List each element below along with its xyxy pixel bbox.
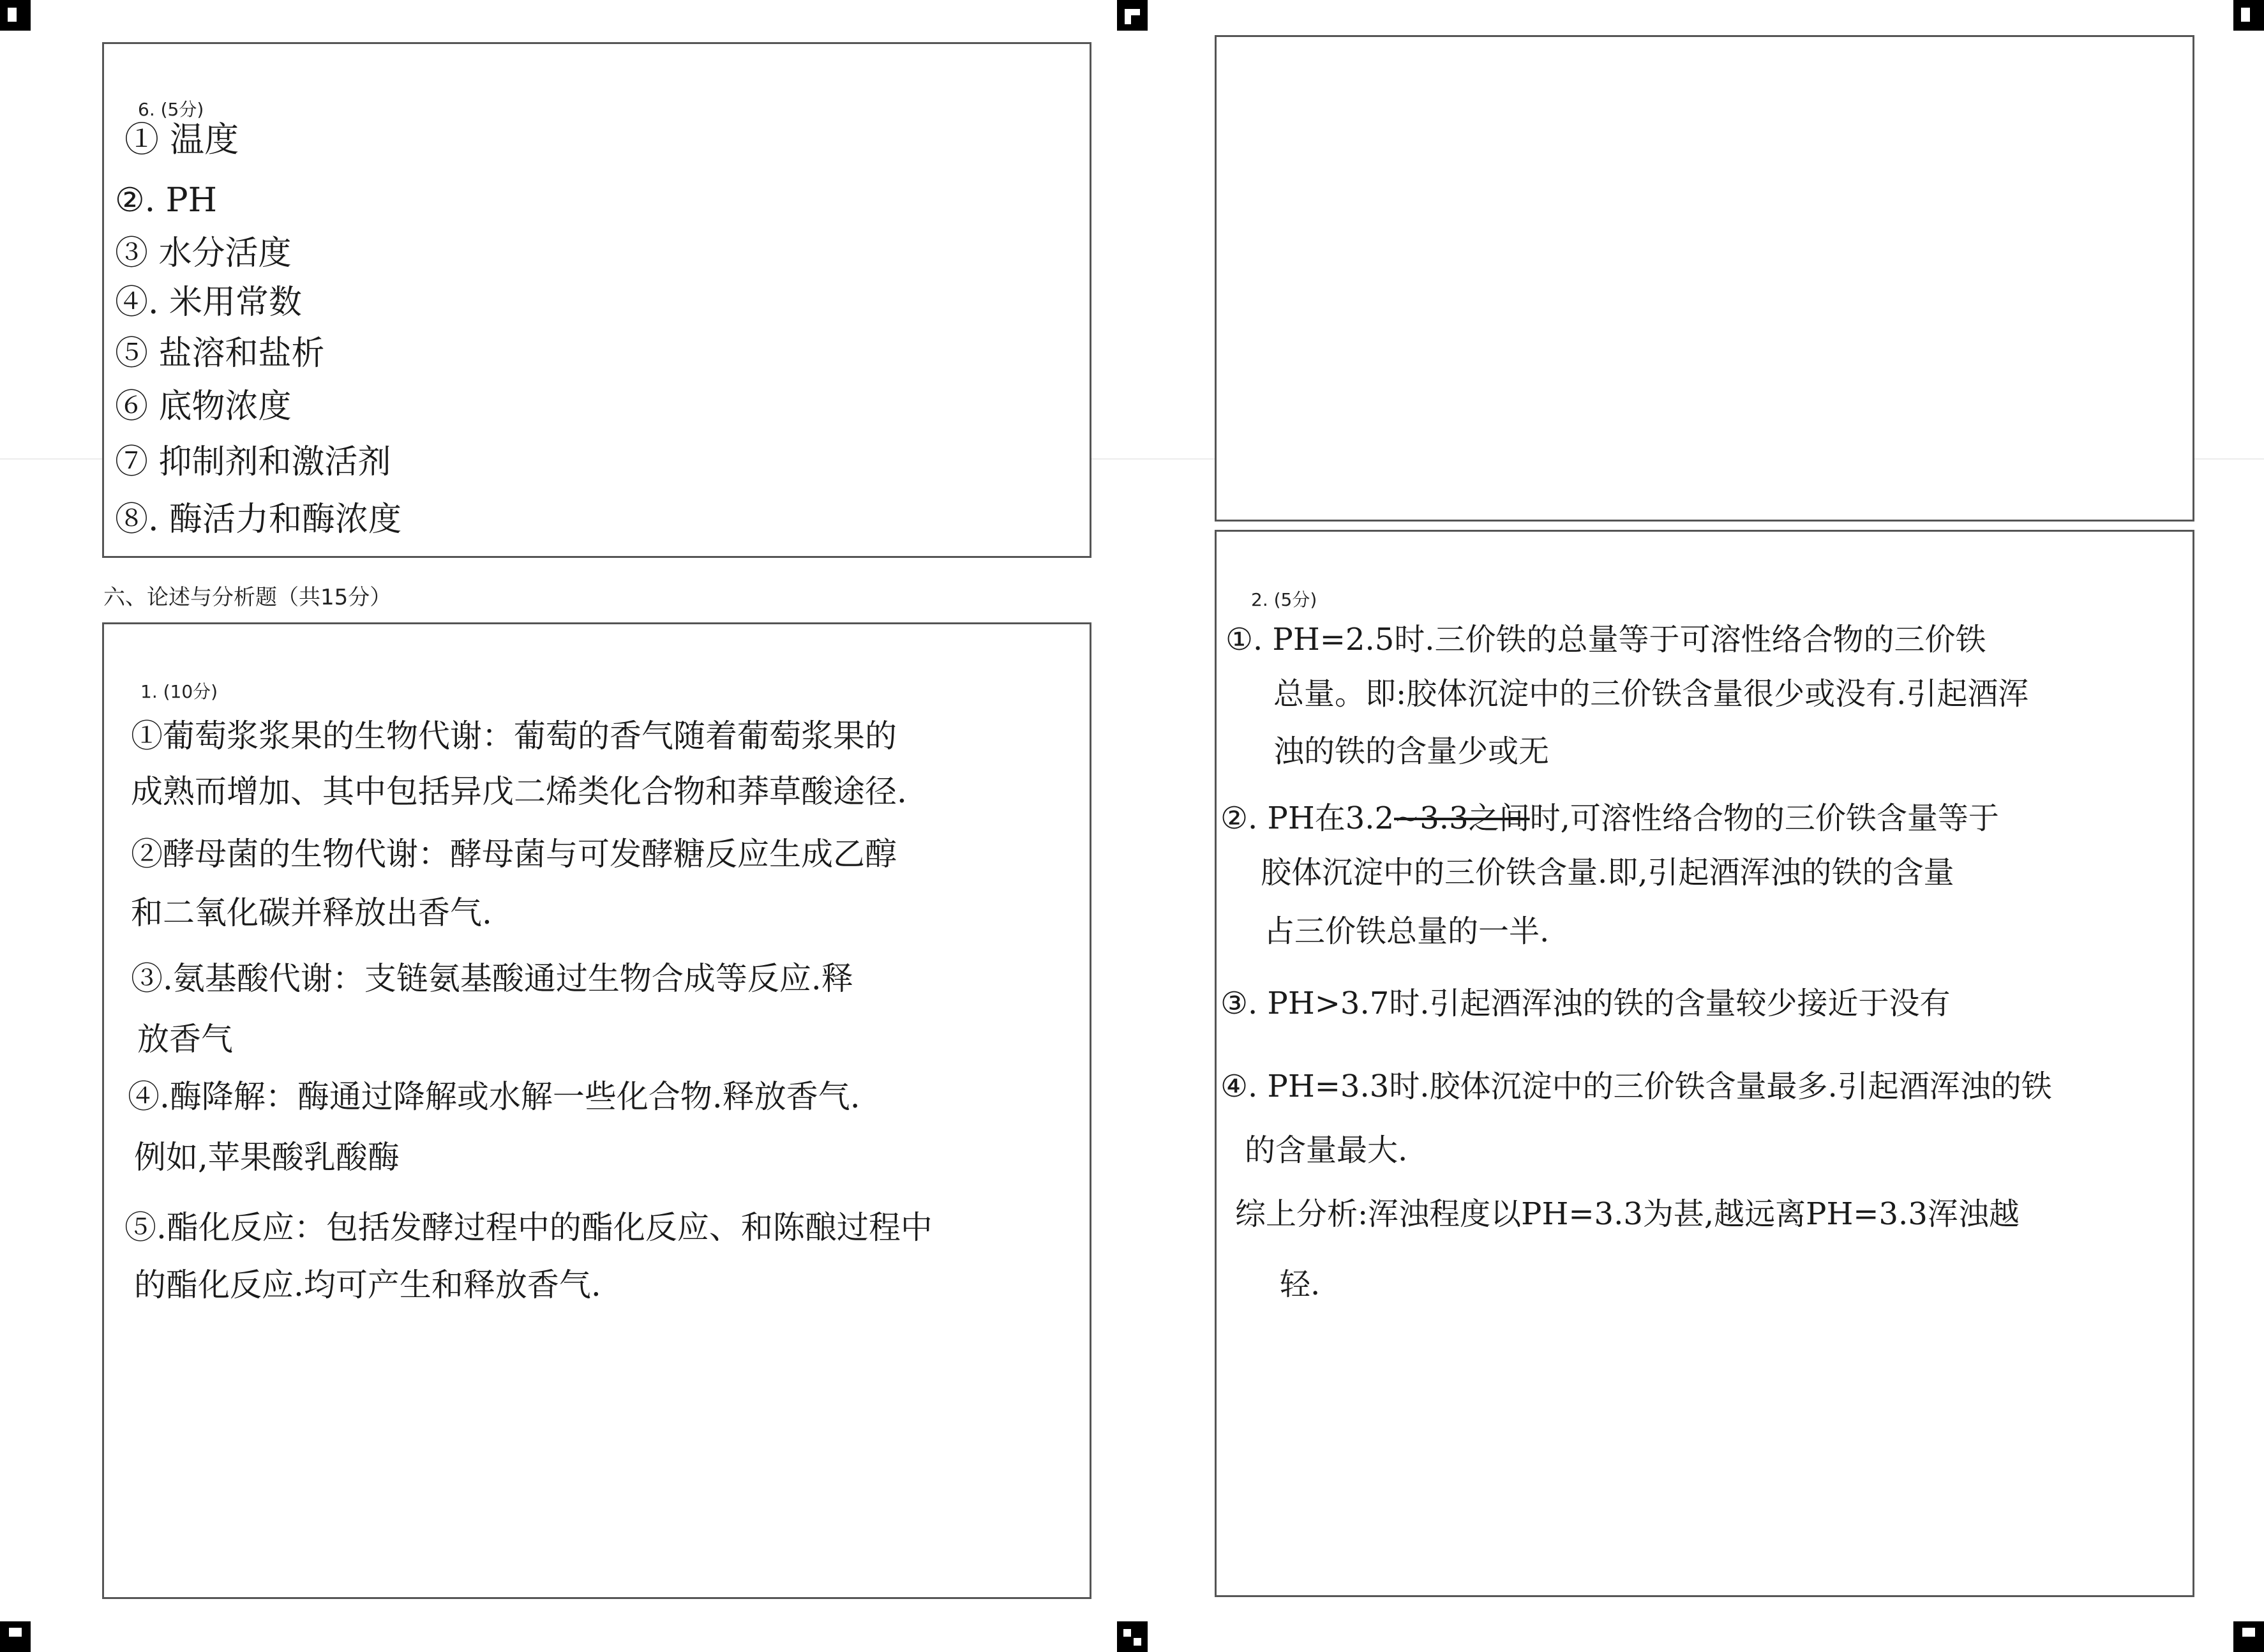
q1-line-8: 例如,苹果酸乳酸酶 bbox=[134, 1139, 400, 1176]
q2-line-4-start: ②. PH在3.2 bbox=[1220, 800, 1395, 836]
q2-line-3: 浊的铁的含量少或无 bbox=[1273, 733, 1550, 769]
q2-line-10: 综上分析:浑浊程度以PH=3.3为甚,越远离PH=3.3浑浊越 bbox=[1235, 1196, 2020, 1232]
q2-line-4 bbox=[1220, 801, 1999, 836]
question-label-q1: 1. (10分) bbox=[140, 681, 218, 702]
q1-line-4: 和二氧化碳并释放出香气. bbox=[131, 894, 492, 931]
q1-line-3: ②酵母菌的生物代谢：酵母菌与可发酵糖反应生成乙醇 bbox=[131, 836, 897, 873]
answer-item-2: ②. PH bbox=[115, 181, 218, 220]
q1-line-2: 成熟而增加、其中包括异戊二烯类化合物和莽草酸途径. bbox=[131, 773, 907, 810]
q2-line-4-end: 时,可溶性络合物的三价铁含量等于 bbox=[1529, 800, 1999, 836]
q2-line-1: ①. PH=2.5时.三价铁的总量等于可溶性络合物的三价铁 bbox=[1226, 622, 1986, 657]
q1-line-9: ⑤.酯化反应：包括发酵过程中的酯化反应、和陈酿过程中 bbox=[124, 1209, 933, 1246]
answer-item-4: ④. 米用常数 bbox=[115, 283, 303, 322]
q1-line-10: 的酯化反应.均可产生和释放香气. bbox=[134, 1266, 601, 1303]
answer-item-5: ⑤ 盐溶和盐析 bbox=[115, 334, 325, 373]
q1-line-6: 放香气 bbox=[137, 1021, 233, 1058]
q1-line-7: ④.酶降解：酶通过降解或水解一些化合物.释放香气. bbox=[128, 1078, 860, 1115]
answer-item-7: ⑦ 抑制剂和激活剂 bbox=[115, 443, 391, 481]
answer-item-3: ③ 水分活度 bbox=[115, 234, 292, 273]
registration-marker-top-left bbox=[0, 0, 31, 31]
q2-line-8: ④. PH=3.3时.胶体沉淀中的三价铁含量最多.引起酒浑浊的铁 bbox=[1220, 1069, 2052, 1104]
q1-line-1: ①葡萄浆浆果的生物代谢：葡萄的香气随着葡萄浆果的 bbox=[131, 717, 897, 755]
answer-item-8: ⑧. 酶活力和酶浓度 bbox=[115, 500, 402, 539]
blank-answer-box bbox=[1215, 35, 2194, 522]
q2-line-7: ③. PH>3.7时.引起酒浑浊的铁的含量较少接近于没有 bbox=[1220, 986, 1951, 1021]
registration-marker-bottom-right bbox=[2233, 1621, 2264, 1652]
question-label-q2: 2. (5分) bbox=[1251, 589, 1317, 610]
registration-marker-top-center bbox=[1117, 0, 1148, 31]
q1-line-5: ③.氨基酸代谢：支链氨基酸通过生物合成等反应.释 bbox=[131, 960, 853, 997]
registration-marker-top-right bbox=[2233, 0, 2264, 31]
registration-marker-bottom-center bbox=[1117, 1621, 1148, 1652]
q2-line-5: 胶体沉淀中的三价铁含量.即,引起酒浑浊的铁的含量 bbox=[1261, 855, 1954, 890]
q2-line-9: 的含量最大. bbox=[1245, 1132, 1408, 1168]
q2-line-6: 占三价铁总量的一半. bbox=[1264, 913, 1550, 949]
q2-line-4-struck-text: ~3.3之间 bbox=[1394, 800, 1530, 836]
answer-item-6: ⑥ 底物浓度 bbox=[115, 387, 292, 426]
answer-item-1: ① 温度 bbox=[124, 119, 239, 160]
question-label-q6: 6. (5分) bbox=[138, 99, 204, 120]
section-title: 六、论述与分析题（共15分） bbox=[103, 585, 392, 610]
q2-line-11: 轻. bbox=[1280, 1266, 1321, 1302]
registration-marker-bottom-left bbox=[0, 1621, 31, 1652]
q2-line-2: 总量。即:胶体沉淀中的三价铁含量很少或没有.引起酒浑 bbox=[1273, 676, 2029, 712]
